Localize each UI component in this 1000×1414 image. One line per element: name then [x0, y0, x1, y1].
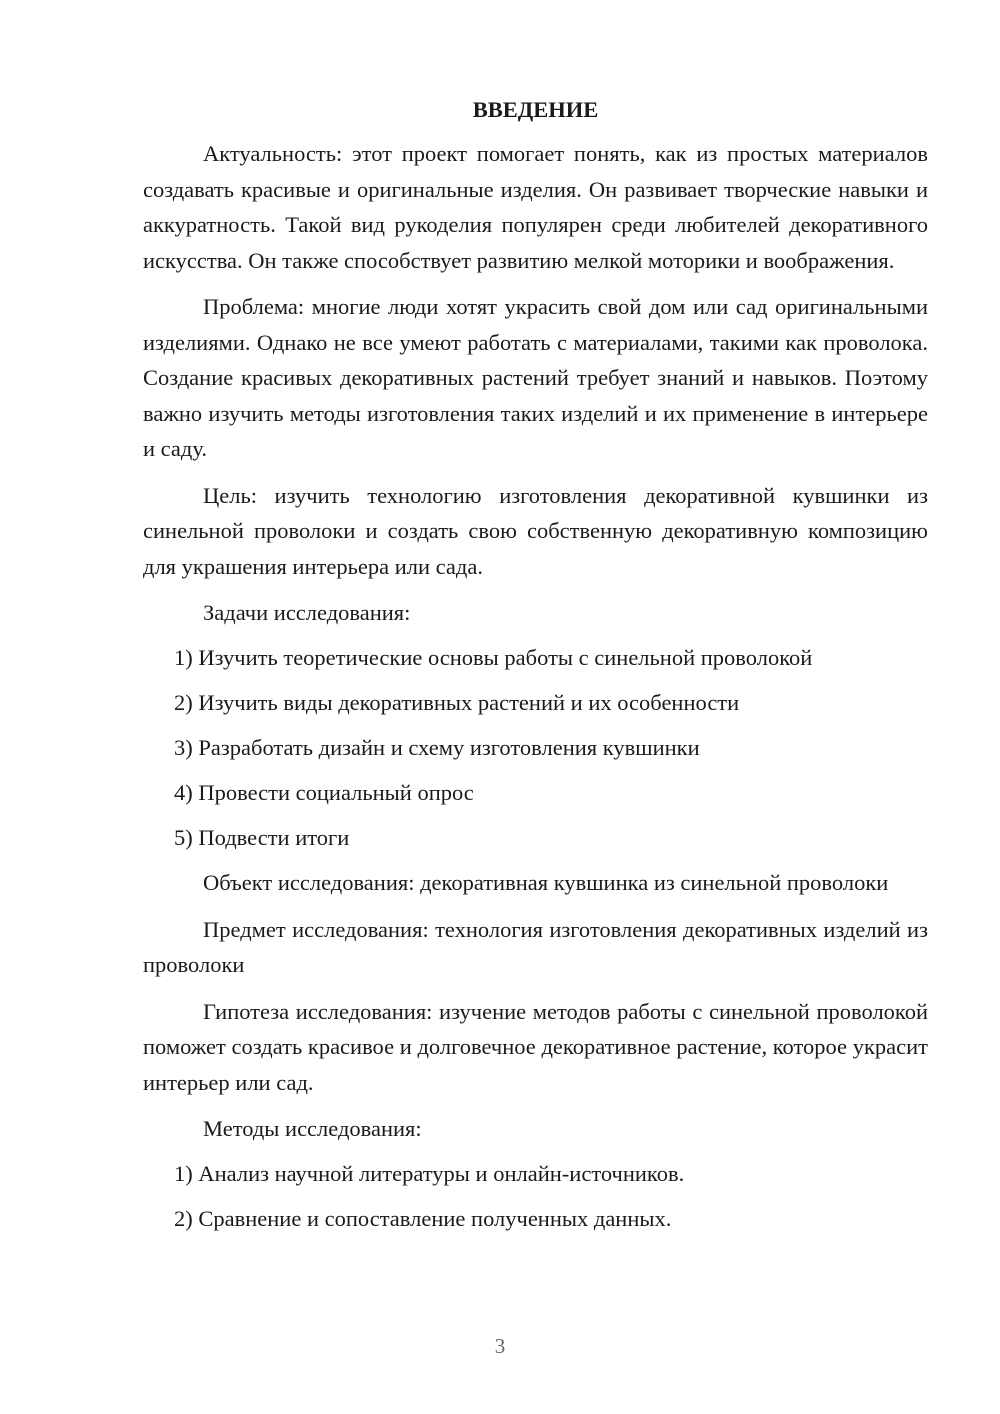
tasks-title: Задачи исследования:: [203, 600, 411, 625]
hypothesis-paragraph: Гипотеза исследования: изучение методов работы с синельной проволокой поможет создать красивое и долговечное декоративное растение, которое украсит интерьер или сад.: [143, 998, 928, 1095]
subject-paragraph: Предмет исследования: технология изготовления декоративных изделий из проволоки: [143, 916, 928, 977]
object-paragraph: Объект исследования: декоративная кувшинка из синельной проволоки: [203, 870, 889, 895]
methods-list: [143, 1156, 928, 1236]
task-item: 1) Изучить теоретические основы работы с синельной проволокой: [174, 645, 813, 670]
goal-paragraph: Цель: изучить технологию изготовления декоративной кувшинки из синельной проволоки и создать свою собственную декоративную композицию для украшения интерьера или сада.: [143, 482, 928, 579]
methods-title: Методы исследования:: [203, 1116, 422, 1141]
task-item: 5) Подвести итоги: [174, 825, 350, 850]
tasks-list: [143, 640, 928, 855]
document-page: [143, 92, 928, 1246]
relevance-paragraph: Актуальность: этот проект помогает понять, как из простых материалов создавать красивые и оригинальные изделия. Он развивает творческие навыки и аккуратность. Такой вид рукоделия популярен среди любителей декоративного искусства. Он также способствует развитию мелкой моторики и воображения.: [143, 141, 928, 273]
method-item: 2) Сравнение и сопоставление полученных данных.: [174, 1206, 672, 1231]
page-number: 3: [494, 1334, 506, 1358]
method-item: 1) Анализ научной литературы и онлайн-источников.: [174, 1161, 685, 1186]
task-item: 4) Провести социальный опрос: [174, 780, 474, 805]
task-item: 3) Разработать дизайн и схему изготовления кувшинки: [174, 735, 700, 760]
task-item: 2) Изучить виды декоративных растений и их особенности: [174, 690, 740, 715]
problem-paragraph: Проблема: многие люди хотят украсить свой дом или сад оригинальными изделиями. Однако не все умеют работать с материалами, такими как проволока. Создание красивых декоративных растений требует знаний и навыков. Поэтому важно изучить методы изготовления таких изделий и их применение в интерьере и саду.: [143, 294, 928, 461]
section-heading: ВВЕДЕНИЕ: [472, 97, 599, 122]
